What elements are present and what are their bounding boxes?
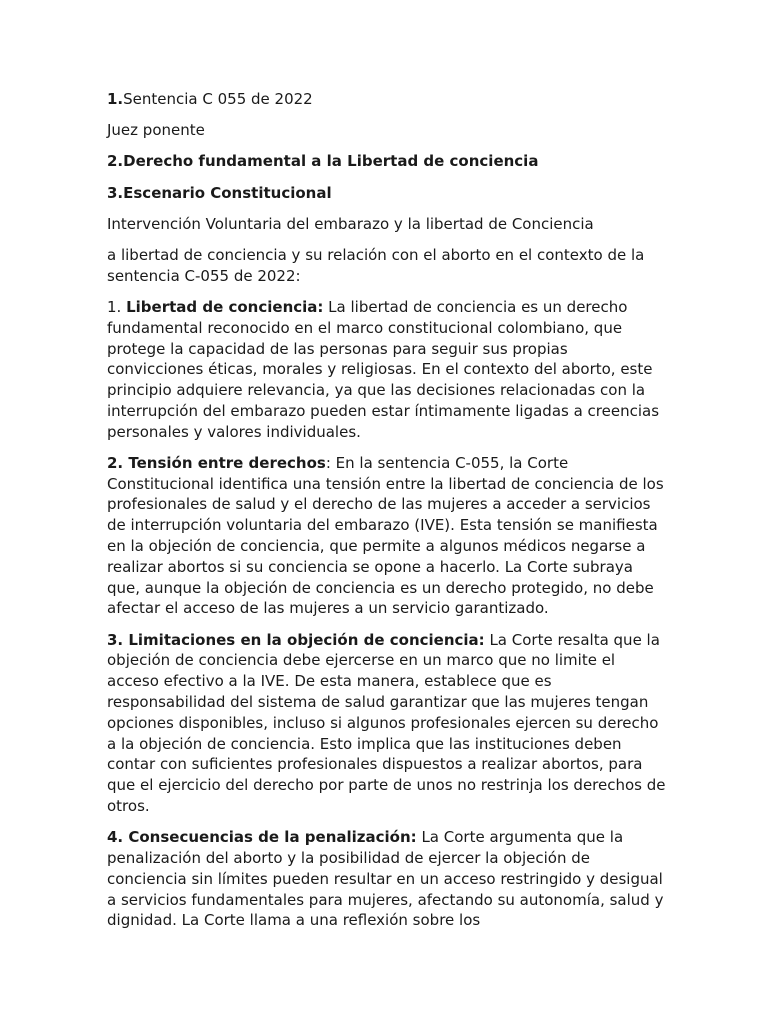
item-3-paragraph	[107, 630, 667, 817]
item-3-text: La Corte resalta que la objeción de conciencia debe ejercerse en un marco que no limite el acceso efectivo a la IVE. De esta manera, establece que es responsabilidad del sistema de salud garantizar que las mujeres tengan opciones disponibles, incluso si algunos profesionales ejercen su derecho a la objeción de conciencia. Esto implica que las instituciones deben contar con suficientes profesionales dispuestos a realizar abortos, para que el ejercicio del derecho por parte de unos no restrinja los derechos de otros.	[107, 630, 666, 816]
item-4-paragraph	[107, 827, 667, 931]
document-page	[107, 89, 667, 942]
heading-constitutional-scenario: 3.Escenario Constitucional	[107, 183, 332, 202]
item-1-prefix: 1.	[107, 297, 127, 316]
sentence-number: 1.	[107, 90, 124, 108]
item-1-title: Libertad de conciencia:	[126, 297, 324, 316]
intro-line-1: Intervención Voluntaria del embarazo y la libertad de Conciencia	[107, 214, 594, 233]
item-4-title: 4. Consecuencias de la penalización:	[107, 828, 417, 847]
sentence-text: Sentencia C 055 de 2022	[123, 90, 313, 108]
item-3-title: 3. Limitaciones en la objeción de conciencia:	[107, 630, 485, 649]
item-2-title: 2. Tensión entre derechos	[107, 453, 326, 472]
intro-line-2: a libertad de conciencia y su relación con el aborto en el contexto de la sentencia C-055 de 2022:	[107, 245, 645, 285]
item-4-text: La Corte argumenta que la penalización del aborto y la posibilidad de ejercer la objeción de conciencia sin límites pueden resultar en un acceso restringido y desigual a servicios fundamentales para mujeres, afectando su autonomía, salud y dignidad. La Corte llama a una reflexión sobre los	[107, 828, 664, 930]
item-1-text: La libertad de conciencia es un derecho fundamental reconocido en el marco constitucional colombiano, que protege la capacidad de las personas para seguir sus propias convicciones éticas, morales y religiosas. En el contexto del aborto, este principio adquiere relevancia, ya que las decisiones relacionadas con la interrupción del embarazo pueden estar íntimamente ligadas a creencias personales y valores individuales.	[107, 297, 660, 441]
item-1-paragraph	[107, 297, 667, 443]
item-2-paragraph	[107, 453, 667, 619]
judge-line: Juez ponente	[107, 121, 205, 140]
item-2-text: : En la sentencia C-055, la Corte Constitucional identifica una tensión entre la libertad de conciencia de los profesionales de salud y el derecho de las mujeres a acceder a servicios de interrupción voluntaria del embarazo (IVE). Esta tensión se manifiesta en la objeción de conciencia, que permite a algunos médicos negarse a realizar abortos si su conciencia se opone a hacerlo. La Corte subraya que, aunque la objeción de conciencia es un derecho protegido, no debe afectar el acceso de las mujeres a un servicio garantizado.	[107, 453, 664, 618]
heading-fundamental-right: 2.Derecho fundamental a la Libertad de conciencia	[107, 152, 539, 171]
sentence-title	[107, 89, 667, 110]
